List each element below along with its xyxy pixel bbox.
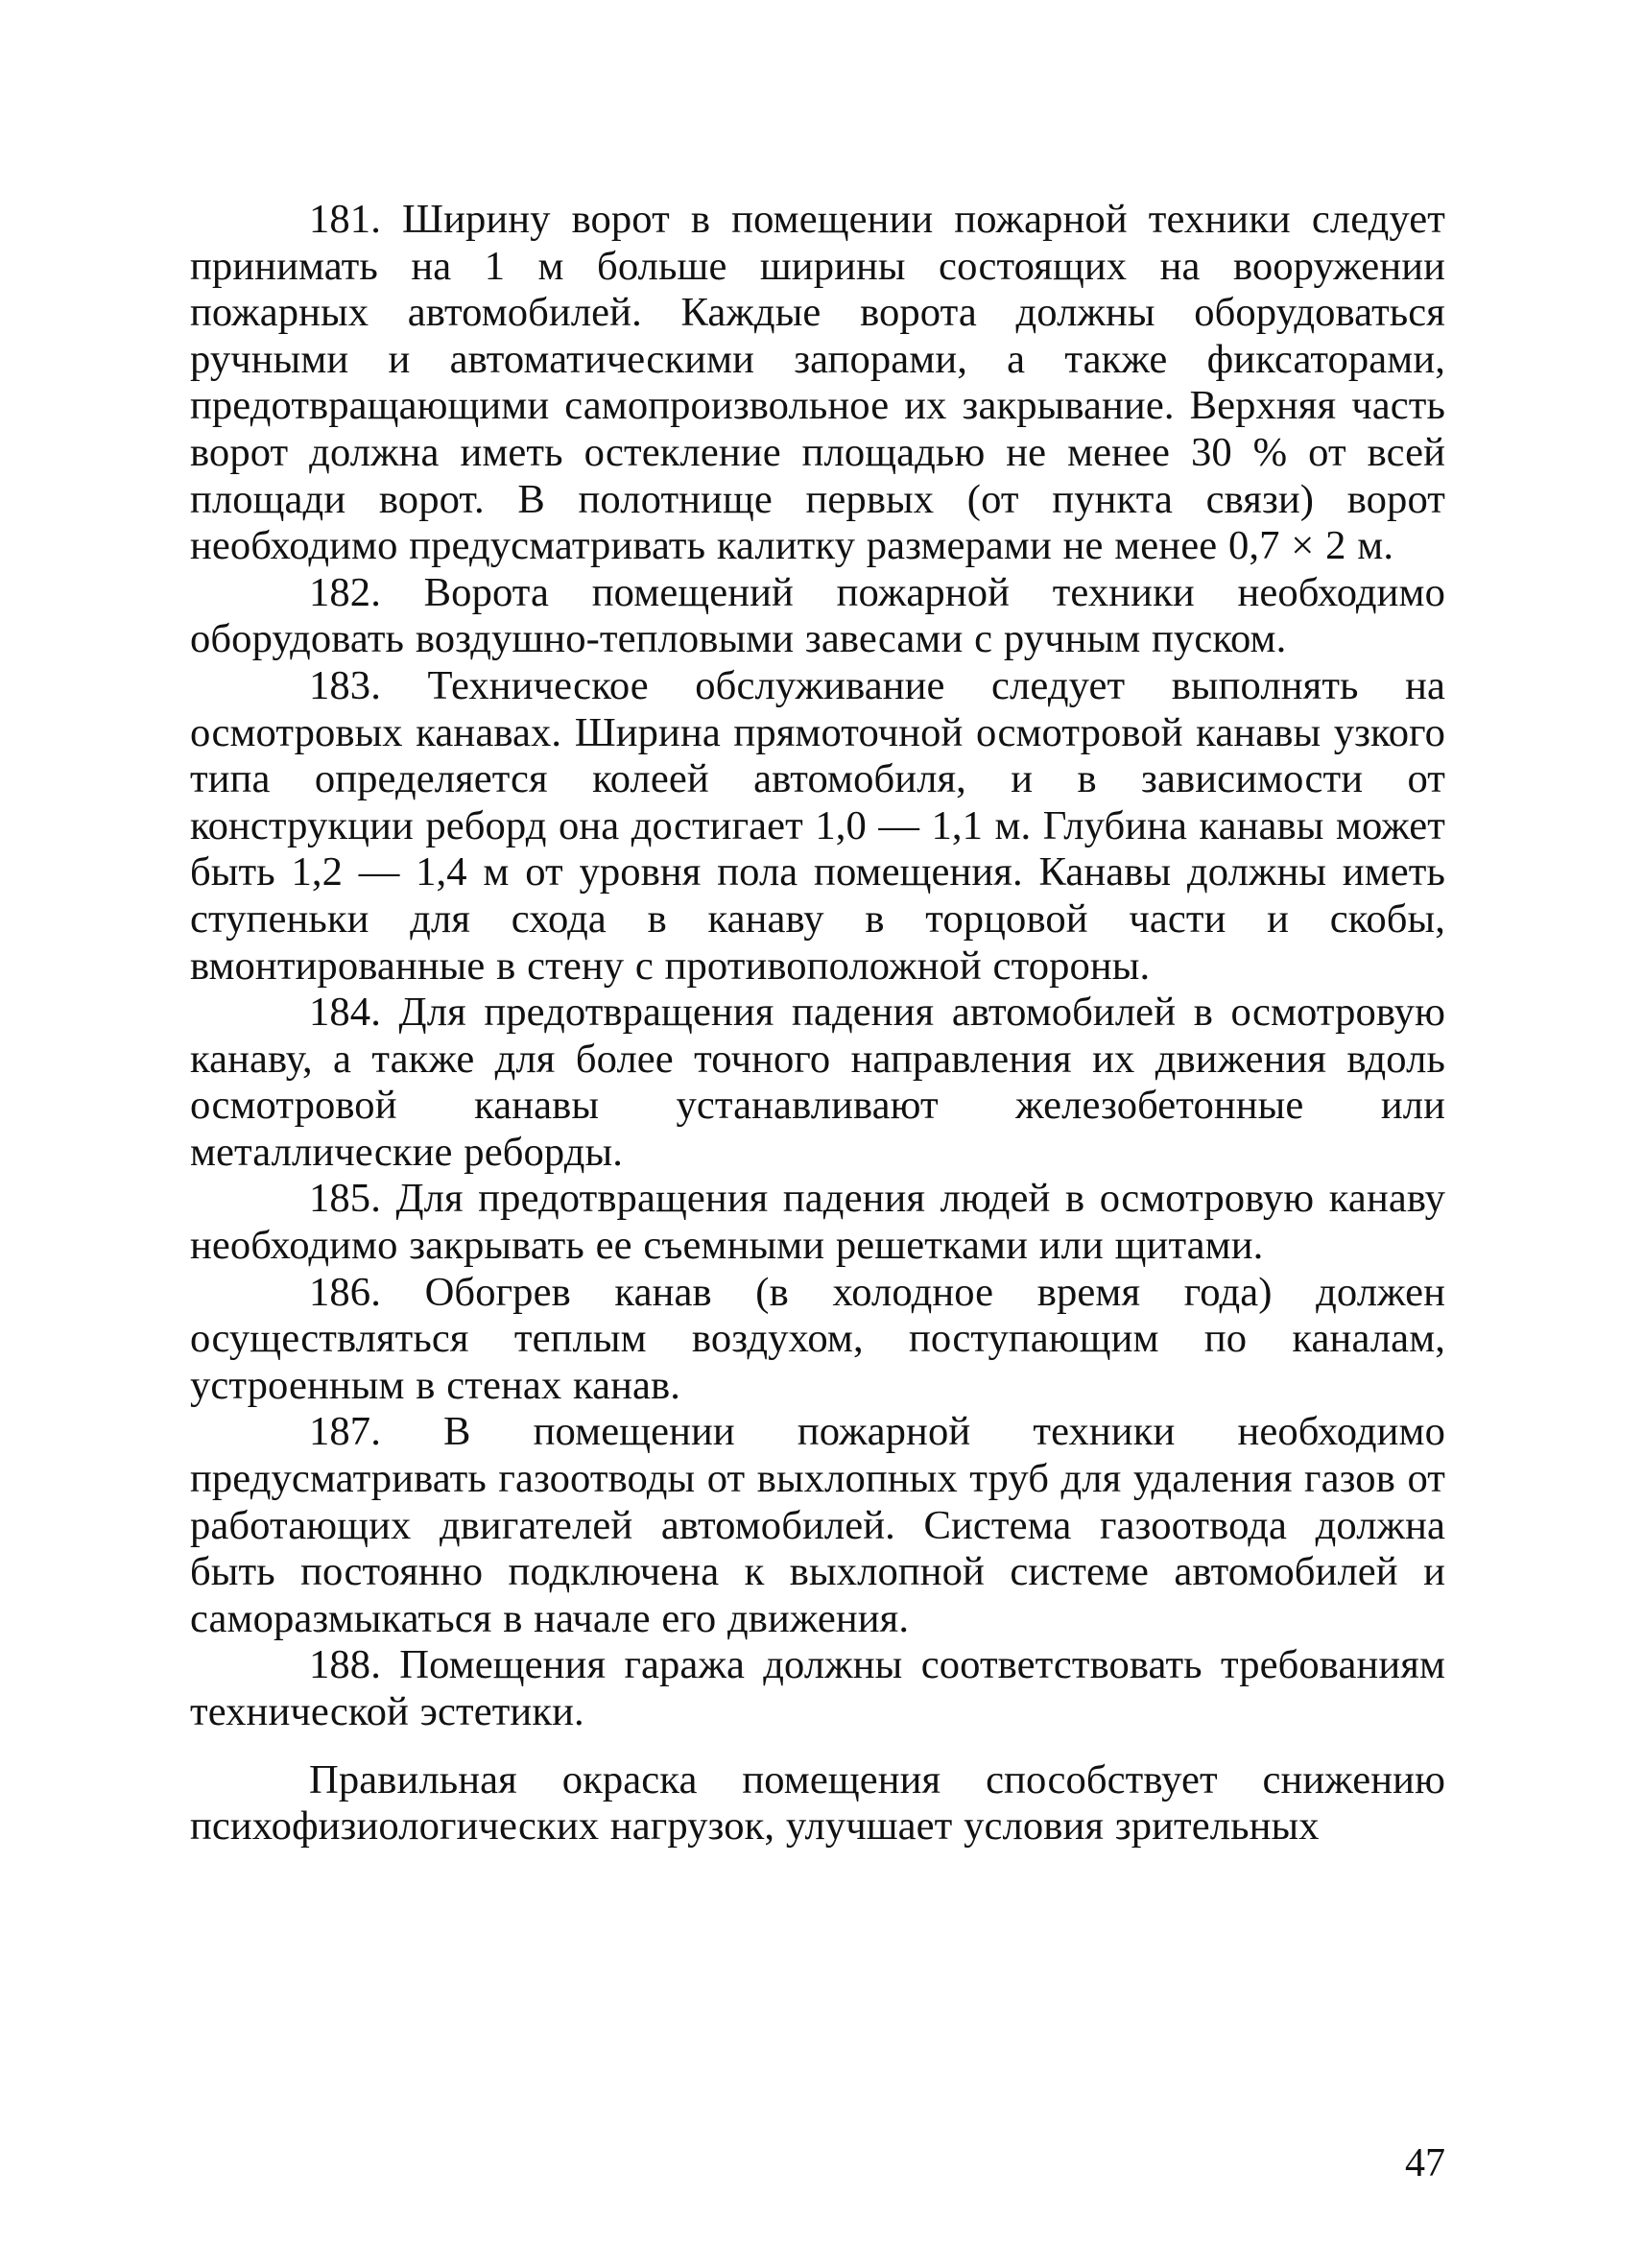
paragraph-188: 188. Помещения гаража должны соответствовать требованиям технической эстетики. — [190, 1642, 1445, 1734]
paragraph-186: 186. Обогрев канав (в холодное время года) должен осуществляться теплым воздухом, поступающим по каналам, устроенным в стенах канав. — [190, 1269, 1445, 1408]
page-number: 47 — [1405, 2141, 1445, 2185]
paragraph-183: 183. Техническое обслуживание следует выполнять на осмотровых канавах. Ширина прямоточной осмотровой канавы узкого типа определяется колеей автомобиля, и в зависимости от конструкции реборд она достигает 1,0 — 1,1 м. Глубина канавы может быть 1,2 — 1,4 м от уровня пола помещения. Канавы должны иметь ступеньки для схода в канаву в торцовой части и скобы, вмонтированные в стену с противоположной стороны. — [190, 662, 1445, 989]
paragraph-187: 187. В помещении пожарной техники необходимо предусматривать газоотводы от выхлопных труб для удаления газов от работающих двигателей автомобилей. Система газоотвода должна быть постоянно подключена к выхлопной системе автомобилей и саморазмыкаться в начале его движения. — [190, 1409, 1445, 1641]
paragraph-painting: Правильная окраска помещения способствует снижению психофизиологических нагрузок, улучшает условия зрительных — [190, 1756, 1445, 1850]
page-text — [190, 197, 1445, 1850]
paragraph-185: 185. Для предотвращения падения людей в осмотровую канаву необходимо закрывать ее съемными решетками или щитами. — [190, 1176, 1445, 1269]
paragraph-181: 181. Ширину ворот в помещении пожарной техники следует принимать на 1 м больше ширины состоящих на вооружении пожарных автомобилей. Каждые ворота должны оборудоваться ручными и автоматическими запорами, а также фиксаторами, предотвращающими самопроизвольное их закрывание. Верхняя часть ворот должна иметь остекление площадью не менее 30 % от всей площади ворот. В полотнище первых (от пункта связи) ворот необходимо предусматривать калитку размерами не менее 0,7 × 2 м. — [190, 197, 1445, 569]
paragraph-184: 184. Для предотвращения падения автомобилей в осмотровую канаву, а также для более точного направления их движения вдоль осмотровой канавы устанавливают железобетонные или металлические реборды. — [190, 990, 1445, 1175]
paragraph-182: 182. Ворота помещений пожарной техники необходимо оборудовать воздушно-тепловыми завесами с ручным пуском. — [190, 569, 1445, 662]
